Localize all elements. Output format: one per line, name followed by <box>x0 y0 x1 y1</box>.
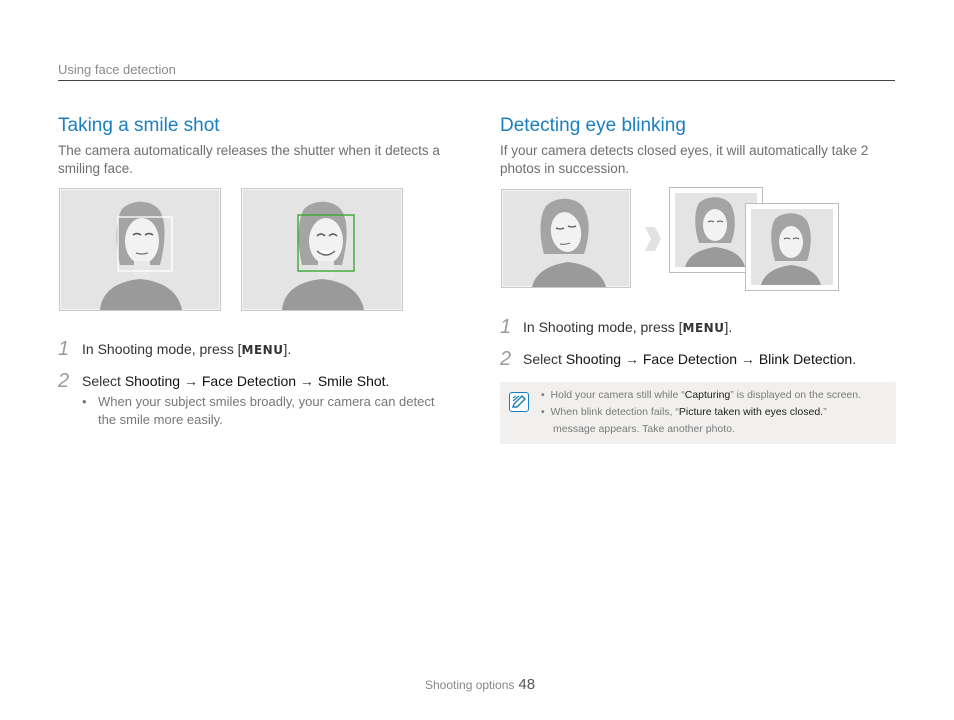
woman-portrait-icon <box>60 189 220 310</box>
bullet-item <box>82 393 442 429</box>
menu-key: MENU <box>682 321 725 335</box>
menu-path-smile-shot: Smile Shot <box>317 373 386 389</box>
path-arrow: → <box>180 373 202 389</box>
note-eyes-closed-message: Picture taken with eyes closed. <box>678 406 824 418</box>
note-2-c: ” <box>823 406 827 418</box>
illustration-photo-2 <box>745 203 839 291</box>
path-arrow: → <box>296 373 318 389</box>
step-1-text <box>523 319 732 335</box>
bullet-text: When your subject smiles broadly, your camera can detect the smile more easily. <box>98 394 435 427</box>
page-number: 48 <box>518 676 536 693</box>
photo-2-image <box>751 209 833 285</box>
note-item-1 <box>541 387 861 404</box>
step-number: 1 <box>58 338 70 360</box>
step-1-suffix: ]. <box>283 341 292 357</box>
woman-eyes-closed-icon <box>502 190 630 287</box>
step-1-suffix: ]. <box>724 319 733 335</box>
menu-path-shooting: Shooting <box>124 373 181 389</box>
step-2-text <box>523 351 856 367</box>
menu-path-blink-detection: Blink Detection <box>758 351 853 367</box>
section-title-smile-shot: Taking a smile shot <box>58 115 220 136</box>
step-1-prefix: In Shooting mode, press [ <box>523 319 683 335</box>
illustration-blinking-face <box>501 189 631 288</box>
illustration-smiling-face <box>241 188 403 311</box>
eye-blinking-intro: If your camera detects closed eyes, it will automatically take 2 photos in succession. <box>500 143 869 176</box>
illustration-neutral-face <box>59 188 221 311</box>
step-2-text <box>82 373 389 389</box>
bullet-dot: • <box>541 389 551 401</box>
running-header: Using face detection <box>58 62 176 77</box>
path-arrow: → <box>737 351 759 367</box>
step-number: 2 <box>58 370 70 392</box>
path-arrow: → <box>621 351 643 367</box>
pencil-icon <box>510 393 528 411</box>
step-2-end: . <box>385 373 390 389</box>
step-number: 2 <box>500 348 512 370</box>
woman-portrait-icon <box>751 209 833 285</box>
step-1-text <box>82 341 291 357</box>
step-1-prefix: In Shooting mode, press [ <box>82 341 242 357</box>
bullet-dot: • <box>541 406 551 418</box>
woman-smiling-icon <box>242 189 402 310</box>
note-2-a: When blink detection fails, “ <box>550 406 679 418</box>
note-1-c: ” is displayed on the screen. <box>730 389 862 401</box>
bullet-dot: • <box>82 394 87 409</box>
menu-key: MENU <box>241 343 284 357</box>
smile-shot-intro: The camera automatically releases the shutter when it detects a smiling face. <box>58 143 440 176</box>
note-pencil-icon <box>509 392 529 412</box>
header-divider <box>58 80 895 81</box>
note-capturing: Capturing <box>684 389 731 401</box>
note-1-a: Hold your camera still while “ <box>550 389 685 401</box>
section-title-eye-blinking: Detecting eye blinking <box>500 115 686 136</box>
arrow-right-icon <box>643 223 663 255</box>
step-2-select: Select <box>523 351 566 367</box>
menu-path-shooting: Shooting <box>565 351 622 367</box>
footer-section-label: Shooting options <box>425 678 515 692</box>
note-item-2-continued: message appears. Take another photo. <box>553 423 735 435</box>
step-2-select: Select <box>82 373 125 389</box>
menu-path-face-detection: Face Detection <box>201 373 297 389</box>
step-number: 1 <box>500 316 512 338</box>
page-footer <box>425 676 535 693</box>
note-item-2 <box>541 404 827 421</box>
step-2-end: . <box>852 351 857 367</box>
menu-path-face-detection: Face Detection <box>642 351 738 367</box>
